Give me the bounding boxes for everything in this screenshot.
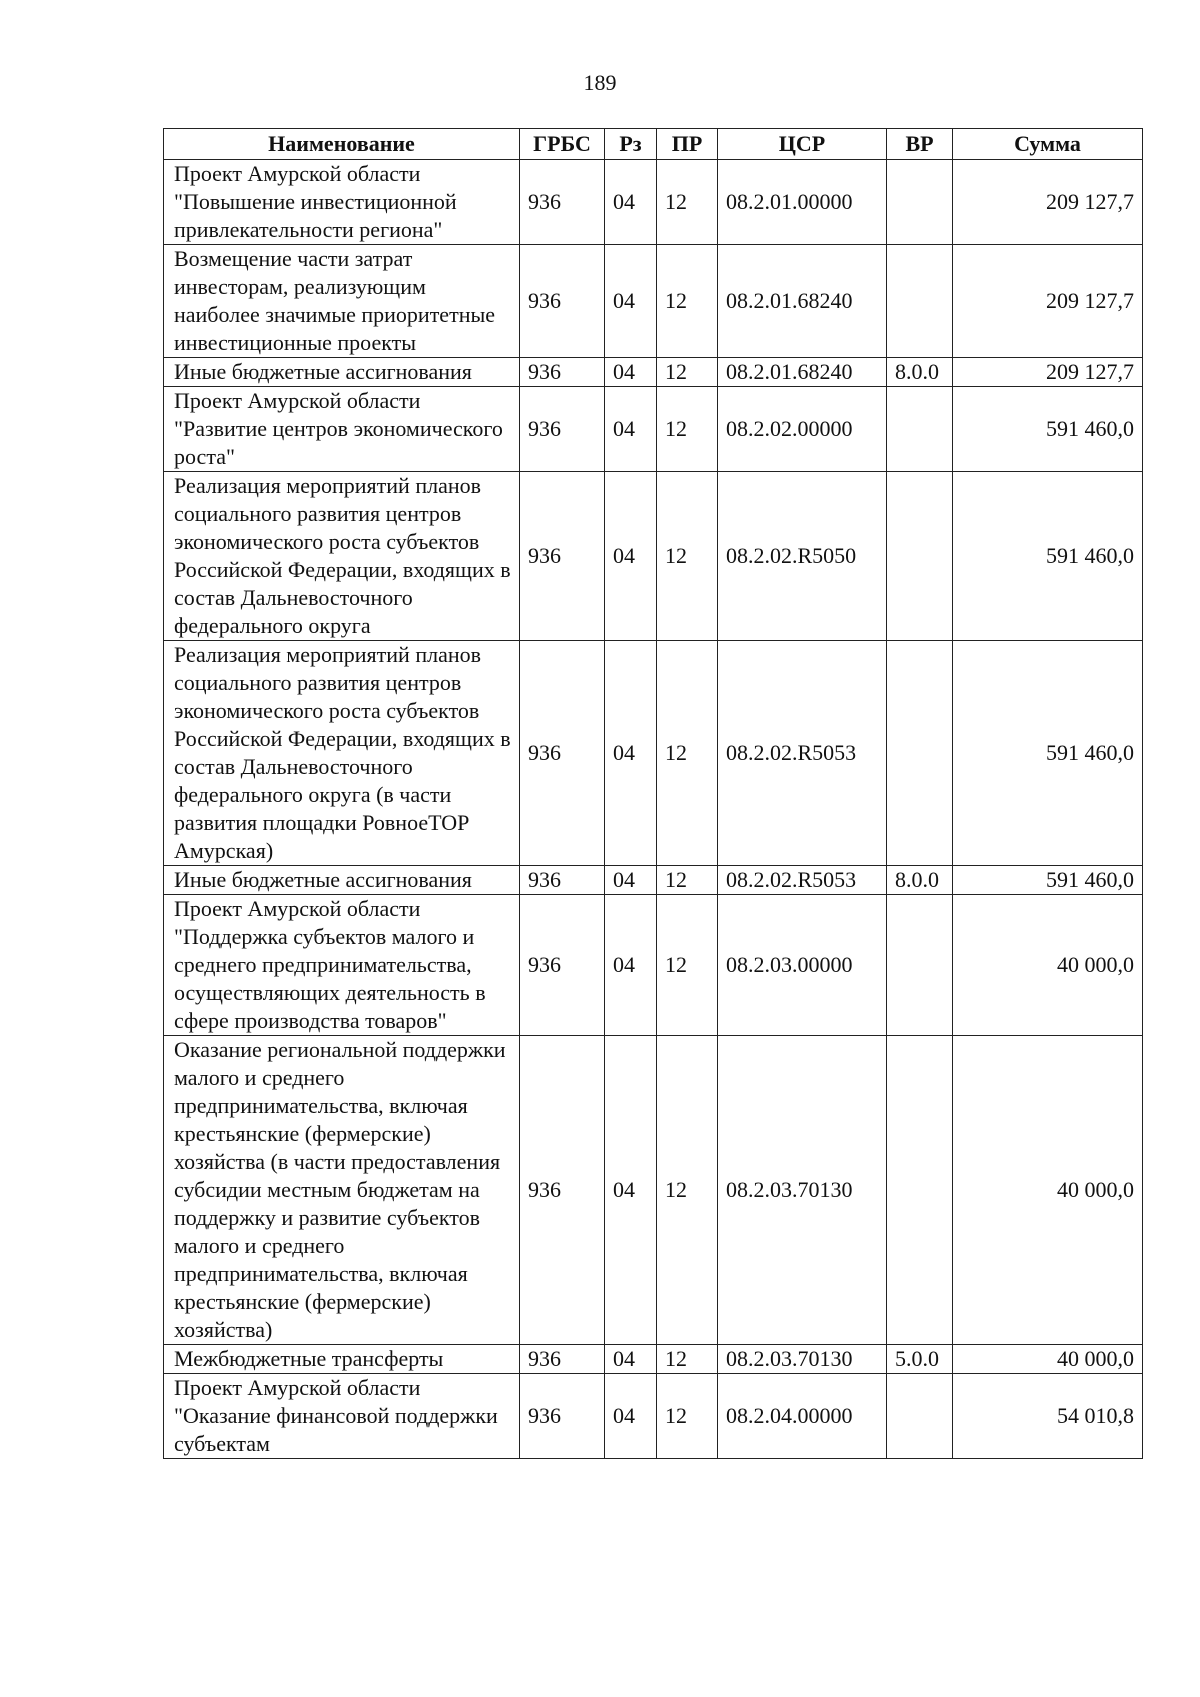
cell-sum: 54 010,8 <box>953 1374 1143 1459</box>
cell-csr: 08.2.03.70130 <box>718 1345 887 1374</box>
cell-rz: 04 <box>605 1036 657 1345</box>
cell-grbs: 936 <box>520 160 605 245</box>
table-row <box>164 1036 1143 1345</box>
table-row <box>164 1345 1143 1374</box>
table-row <box>164 895 1143 1036</box>
header-name: Наименование <box>164 129 520 160</box>
cell-grbs: 936 <box>520 895 605 1036</box>
table-row <box>164 866 1143 895</box>
cell-csr: 08.2.01.68240 <box>718 245 887 358</box>
cell-vr: 8.0.0 <box>887 358 953 387</box>
cell-grbs: 936 <box>520 641 605 866</box>
cell-sum: 40 000,0 <box>953 895 1143 1036</box>
cell-pr: 12 <box>657 245 718 358</box>
table-row <box>164 1374 1143 1459</box>
table-row <box>164 472 1143 641</box>
cell-name: Реализация мероприятий планов социального развития центров экономического роста субъектов Российской Федерации, входящих в состав Дальневосточного федерального округа (в части развития площадки РовноеТОР Амурская) <box>164 641 520 866</box>
cell-vr <box>887 245 953 358</box>
cell-sum: 591 460,0 <box>953 641 1143 866</box>
cell-csr: 08.2.04.00000 <box>718 1374 887 1459</box>
cell-rz: 04 <box>605 641 657 866</box>
cell-rz: 04 <box>605 472 657 641</box>
cell-rz: 04 <box>605 1345 657 1374</box>
cell-sum: 209 127,7 <box>953 245 1143 358</box>
header-grbs: ГРБС <box>520 129 605 160</box>
cell-sum: 591 460,0 <box>953 866 1143 895</box>
cell-grbs: 936 <box>520 866 605 895</box>
budget-table <box>163 128 1143 1459</box>
cell-name: Проект Амурской области "Поддержка субъектов малого и среднего предпринимательства, осуществляющих деятельность в сфере производства товаров" <box>164 895 520 1036</box>
cell-sum: 209 127,7 <box>953 358 1143 387</box>
cell-name: Проект Амурской области "Повышение инвестиционной привлекательности региона" <box>164 160 520 245</box>
cell-csr: 08.2.03.70130 <box>718 1036 887 1345</box>
cell-csr: 08.2.01.68240 <box>718 358 887 387</box>
header-pr: ПР <box>657 129 718 160</box>
cell-csr: 08.2.01.00000 <box>718 160 887 245</box>
cell-pr: 12 <box>657 358 718 387</box>
header-rz: Рз <box>605 129 657 160</box>
cell-grbs: 936 <box>520 387 605 472</box>
cell-sum: 40 000,0 <box>953 1036 1143 1345</box>
table-row <box>164 358 1143 387</box>
cell-vr: 5.0.0 <box>887 1345 953 1374</box>
cell-grbs: 936 <box>520 1374 605 1459</box>
header-sum: Сумма <box>953 129 1143 160</box>
cell-name: Проект Амурской области "Оказание финансовой поддержки субъектам <box>164 1374 520 1459</box>
cell-rz: 04 <box>605 358 657 387</box>
cell-grbs: 936 <box>520 358 605 387</box>
cell-grbs: 936 <box>520 245 605 358</box>
cell-vr <box>887 895 953 1036</box>
cell-vr: 8.0.0 <box>887 866 953 895</box>
cell-pr: 12 <box>657 895 718 1036</box>
cell-pr: 12 <box>657 866 718 895</box>
cell-sum: 591 460,0 <box>953 387 1143 472</box>
header-csr: ЦСР <box>718 129 887 160</box>
cell-rz: 04 <box>605 895 657 1036</box>
cell-grbs: 936 <box>520 472 605 641</box>
cell-pr: 12 <box>657 472 718 641</box>
cell-rz: 04 <box>605 387 657 472</box>
cell-pr: 12 <box>657 160 718 245</box>
cell-csr: 08.2.03.00000 <box>718 895 887 1036</box>
cell-rz: 04 <box>605 245 657 358</box>
cell-vr <box>887 1374 953 1459</box>
cell-vr <box>887 160 953 245</box>
page-number: 189 <box>583 70 617 95</box>
table-row <box>164 245 1143 358</box>
cell-rz: 04 <box>605 160 657 245</box>
cell-grbs: 936 <box>520 1036 605 1345</box>
cell-vr <box>887 641 953 866</box>
cell-pr: 12 <box>657 1036 718 1345</box>
cell-name: Проект Амурской области "Развитие центров экономического роста" <box>164 387 520 472</box>
cell-csr: 08.2.02.R5053 <box>718 641 887 866</box>
cell-sum: 591 460,0 <box>953 472 1143 641</box>
header-vr: ВР <box>887 129 953 160</box>
cell-vr <box>887 387 953 472</box>
cell-pr: 12 <box>657 641 718 866</box>
cell-name: Иные бюджетные ассигнования <box>164 866 520 895</box>
cell-name: Реализация мероприятий планов социального развития центров экономического роста субъектов Российской Федерации, входящих в состав Дальневосточного федерального округа <box>164 472 520 641</box>
cell-csr: 08.2.02.R5053 <box>718 866 887 895</box>
cell-name: Оказание региональной поддержки малого и среднего предпринимательства, включая крестьянские (фермерские) хозяйства (в части предоставления субсидии местным бюджетам на поддержку и развитие субъектов малого и среднего предпринимательства, включая крестьянские (фермерские) хозяйства) <box>164 1036 520 1345</box>
cell-vr <box>887 1036 953 1345</box>
table-row <box>164 160 1143 245</box>
cell-rz: 04 <box>605 1374 657 1459</box>
cell-pr: 12 <box>657 1345 718 1374</box>
cell-rz: 04 <box>605 866 657 895</box>
cell-pr: 12 <box>657 1374 718 1459</box>
cell-sum: 209 127,7 <box>953 160 1143 245</box>
cell-sum: 40 000,0 <box>953 1345 1143 1374</box>
cell-csr: 08.2.02.R5050 <box>718 472 887 641</box>
cell-grbs: 936 <box>520 1345 605 1374</box>
cell-name: Возмещение части затрат инвесторам, реализующим наиболее значимые приоритетные инвестиционные проекты <box>164 245 520 358</box>
cell-csr: 08.2.02.00000 <box>718 387 887 472</box>
cell-name: Иные бюджетные ассигнования <box>164 358 520 387</box>
cell-pr: 12 <box>657 387 718 472</box>
table-header-row <box>164 129 1143 160</box>
table-row <box>164 641 1143 866</box>
cell-vr <box>887 472 953 641</box>
table-row <box>164 387 1143 472</box>
cell-name: Межбюджетные трансферты <box>164 1345 520 1374</box>
